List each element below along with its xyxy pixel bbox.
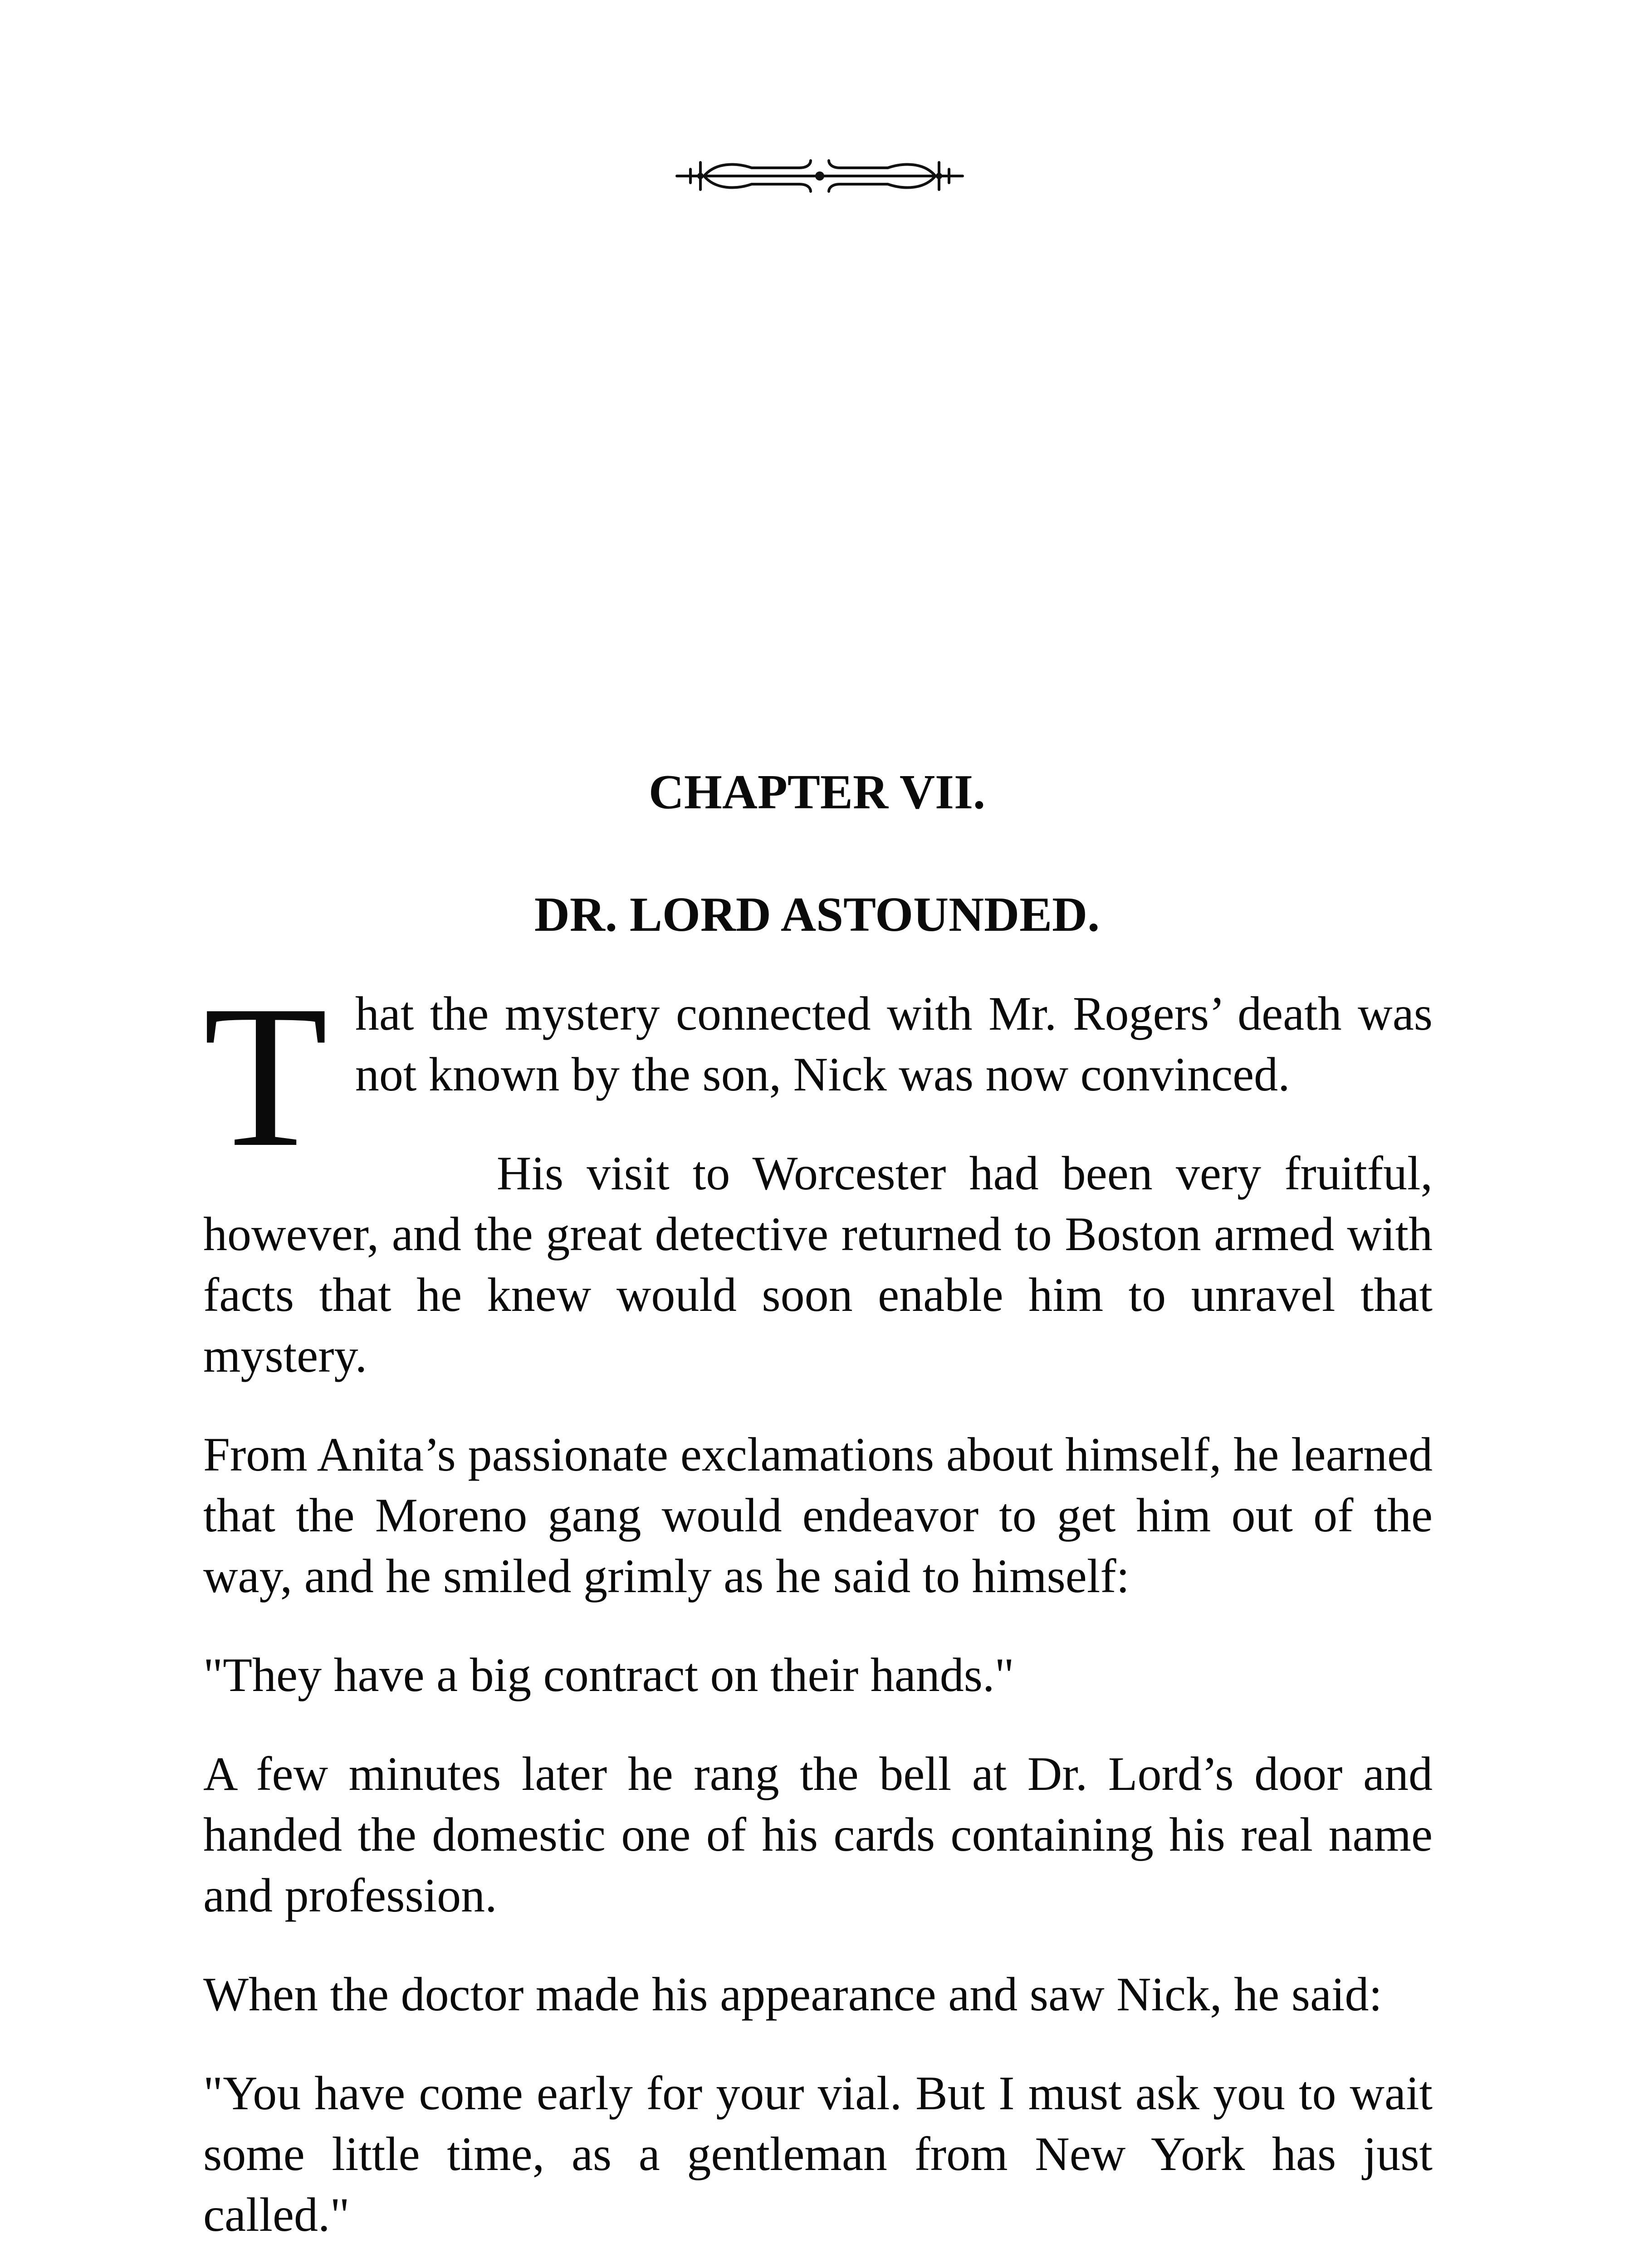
paragraph-5: A few minutes later he rang the bell at Dr. Lord’s door and handed the domestic one of his cards containing his real name and profession. (203, 1747, 1433, 1922)
paragraph-1 (203, 963, 1433, 1189)
paragraph-4: "They have a big contract on their hands." (203, 1648, 1014, 1701)
header-ornament-icon (672, 144, 967, 208)
paragraph-7: "You have come early for your vial. But I must ask you to wait some little time, as a gentleman from New York has just called." (203, 2067, 1433, 2241)
paragraph-6: When the doctor made his appearance and saw Nick, he said: (203, 1968, 1382, 2021)
paragraph-2: His visit to Worcester had been very fruitful, however, and the great detective returned to Boston armed with facts that he knew would soon enable him to unravel that mystery. (203, 1147, 1433, 1382)
drop-cap: T (203, 963, 328, 1189)
chapter-number: CHAPTER VII. (648, 765, 986, 819)
paragraph-3: From Anita’s passionate exclamations about himself, he learned that the Moreno gang would endeavor to get him out of the way, and he smiled grimly as he said to himself: (203, 1428, 1433, 1603)
chapter-title: DR. LORD ASTOUNDED. (534, 888, 1100, 942)
paragraph-1-text: hat the mystery connected with Mr. Rogers’ death was not known by the son, Nick was now convinced. (355, 987, 1433, 1101)
body-text (203, 963, 1433, 2268)
